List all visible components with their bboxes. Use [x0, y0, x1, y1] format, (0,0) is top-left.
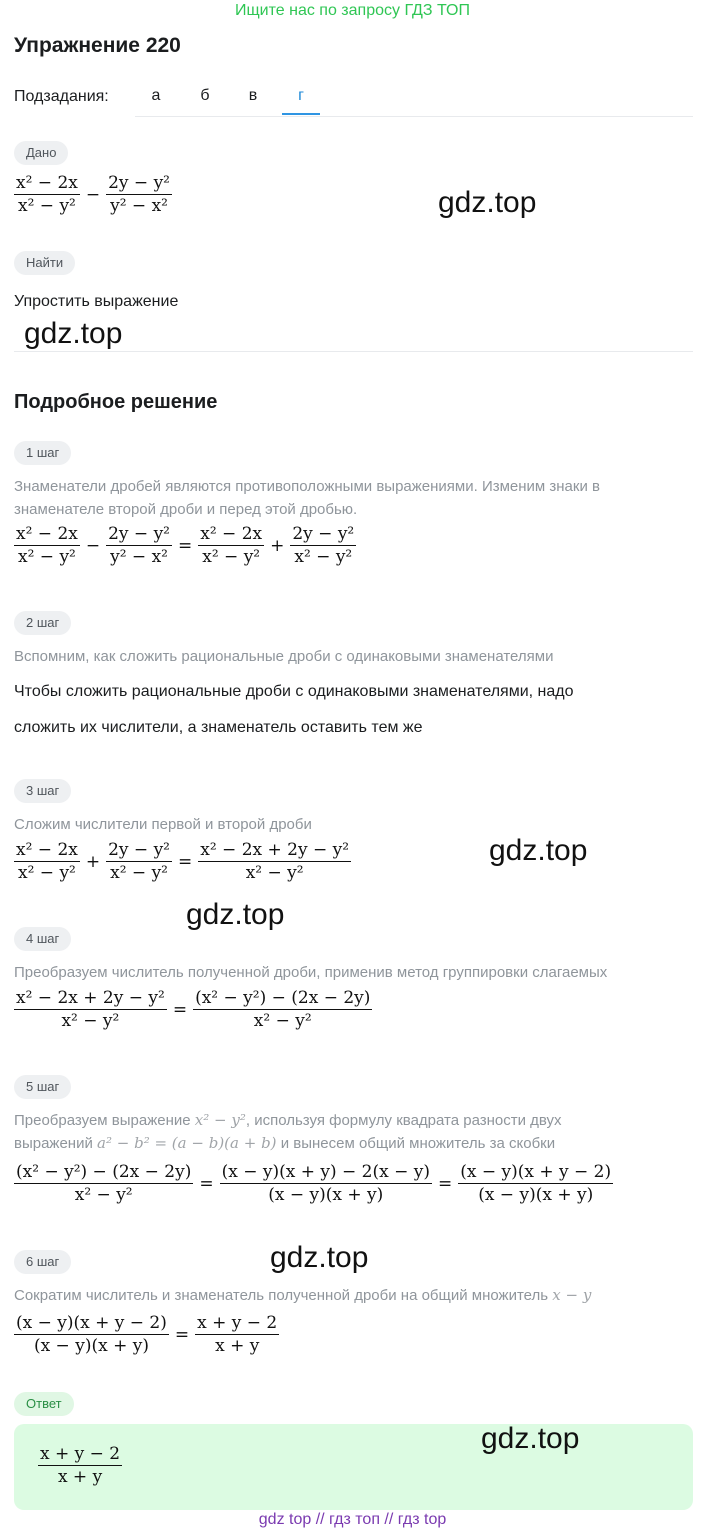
denominator: x² − y²: [253, 1011, 312, 1031]
denominator: y² − x²: [110, 196, 168, 216]
operator: −: [85, 535, 101, 556]
step-3-expression: [14, 840, 351, 883]
step-5-text-part: Преобразуем выражение: [14, 1112, 191, 1129]
fraction: [14, 1162, 193, 1205]
watermark: gdz.top: [489, 834, 588, 867]
denominator: x² − y²: [110, 863, 168, 883]
subtask-tabs: [135, 80, 693, 117]
divider: [14, 351, 693, 352]
step-4-label: 4 шаг: [14, 927, 71, 951]
denominator: (x − y)(x + y): [33, 1336, 149, 1356]
fraction: [14, 840, 80, 883]
step-5-text-part: , используя формулу квадрата разности двух: [245, 1112, 562, 1129]
fraction: [106, 840, 172, 883]
step-2-label: 2 шаг: [14, 611, 71, 635]
operator: +: [270, 535, 285, 556]
numerator: 2y − y²: [108, 840, 170, 860]
page-title: Упражнение 220: [14, 34, 181, 57]
step-5-label: 5 шаг: [14, 1075, 71, 1099]
denominator: x² − y²: [17, 863, 76, 883]
step-1-text: Знаменатели дробей являются противоположными выражениями. Изменим знаки в знаменателе второй дроби и перед этой дробью.: [14, 478, 600, 518]
equals: =: [438, 1173, 453, 1194]
step-6-expression: [14, 1313, 279, 1356]
numerator: x² − 2x: [16, 840, 78, 860]
step-4-expression: [14, 988, 372, 1031]
equals: =: [178, 535, 193, 556]
equals: =: [174, 1324, 190, 1345]
tab-b[interactable]: б: [200, 87, 210, 104]
step-3-text: Сложим числители первой и второй дроби: [14, 816, 312, 833]
step-5-expression: [14, 1162, 613, 1205]
active-tab-indicator: [282, 113, 320, 115]
denominator: (x − y)(x + y): [478, 1185, 594, 1205]
fraction: [106, 524, 172, 567]
fraction: [290, 524, 356, 567]
step-1-label: 1 шаг: [14, 441, 71, 465]
step-2-text: Вспомним, как сложить рациональные дроби с одинаковыми знаменателями: [14, 648, 554, 665]
step-5-text-part: выражений: [14, 1135, 93, 1152]
watermark: gdz.top: [186, 898, 285, 931]
fraction: [14, 988, 167, 1031]
watermark: gdz.top: [270, 1241, 369, 1274]
step-6-text-part: Сократим числитель и знаменатель полученной дроби на общий множитель: [14, 1287, 549, 1304]
step-6-text: [14, 1284, 704, 1307]
tab-a[interactable]: а: [151, 87, 161, 104]
step-6-label: 6 шаг: [14, 1250, 71, 1274]
numerator: 2y − y²: [108, 524, 170, 544]
watermark: gdz.top: [24, 317, 123, 350]
given-expression: [14, 173, 172, 216]
answer-expression: [38, 1444, 122, 1487]
denominator: x + y: [57, 1467, 103, 1487]
denominator: x² − y²: [61, 1011, 120, 1031]
numerator: (x² − y²) − (2x − 2y): [16, 1162, 192, 1182]
tab-g[interactable]: г: [298, 87, 304, 104]
numerator: 2y − y²: [292, 524, 355, 544]
step-1-expression: [14, 524, 356, 567]
fraction: [14, 1313, 169, 1356]
operator: −: [85, 184, 101, 205]
denominator: x² − y²: [202, 547, 261, 567]
fraction: [198, 524, 264, 567]
step-5-text: [14, 1109, 694, 1155]
operator: +: [85, 851, 101, 872]
equals: =: [172, 999, 188, 1020]
find-label: Найти: [14, 251, 75, 275]
denominator: x² − y²: [17, 547, 76, 567]
fraction: [193, 988, 372, 1031]
numerator: (x² − y²) − (2x − 2y): [195, 988, 371, 1008]
footer-links: gdz top // гдз топ // гдз top: [258, 1511, 447, 1528]
rule-line-1: Чтобы сложить рациональные дроби с одинаковыми знаменателями, надо: [14, 683, 574, 700]
numerator: (x − y)(x + y − 2): [460, 1162, 612, 1182]
denominator: y² − x²: [110, 547, 168, 567]
denominator: x² − y²: [294, 547, 353, 567]
fraction: [14, 524, 80, 567]
numerator: x² − 2x: [16, 173, 78, 193]
numerator: x² − 2x: [200, 524, 263, 544]
numerator: x² − 2x + 2y − y²: [200, 840, 350, 860]
denominator: x + y: [215, 1336, 260, 1356]
denominator: x² − y²: [17, 196, 76, 216]
fraction: [14, 173, 80, 216]
denominator: x² − y²: [74, 1185, 133, 1205]
denominator: (x − y)(x + y): [268, 1185, 384, 1205]
numerator: x + y − 2: [40, 1444, 121, 1464]
inline-expression: a² − b² = (a − b)(a + b): [97, 1134, 277, 1152]
step-4-text: Преобразуем числитель полученной дроби, применив метод группировки слагаемых: [14, 964, 608, 981]
solution-title: Подробное решение: [14, 391, 218, 413]
tab-v[interactable]: в: [248, 87, 258, 104]
inline-expression: x² − y²: [194, 1111, 246, 1129]
given-label: Дано: [14, 141, 68, 165]
fraction: [106, 173, 172, 216]
inline-expression: x − y: [552, 1286, 592, 1304]
fraction: [38, 1444, 122, 1487]
step-5-text-part: и вынесем общий множитель за скобки: [280, 1135, 556, 1152]
watermark: gdz.top: [438, 186, 537, 219]
equals: =: [178, 851, 193, 872]
fraction: [458, 1162, 613, 1205]
step-3-label: 3 шаг: [14, 779, 71, 803]
numerator: (x − y)(x + y) − 2(x − y): [221, 1162, 430, 1182]
answer-label: Ответ: [14, 1392, 74, 1416]
numerator: (x − y)(x + y − 2): [16, 1313, 167, 1333]
fraction: [220, 1162, 432, 1205]
search-banner: Ищите нас по запросу ГДЗ ТОП: [235, 2, 470, 19]
find-text: Упростить выражение: [14, 293, 179, 310]
rule-line-2: сложить их числители, а знаменатель оставить тем же: [14, 719, 423, 736]
numerator: x + y − 2: [197, 1313, 278, 1333]
fraction: [195, 1313, 279, 1356]
numerator: x² − 2x + 2y − y²: [16, 988, 165, 1008]
fraction: [198, 840, 351, 883]
equals: =: [199, 1173, 214, 1194]
watermark: gdz.top: [481, 1422, 580, 1455]
subtasks-label: Подзадания:: [14, 88, 109, 105]
numerator: x² − 2x: [16, 524, 78, 544]
denominator: x² − y²: [245, 863, 304, 883]
numerator: 2y − y²: [108, 173, 170, 193]
